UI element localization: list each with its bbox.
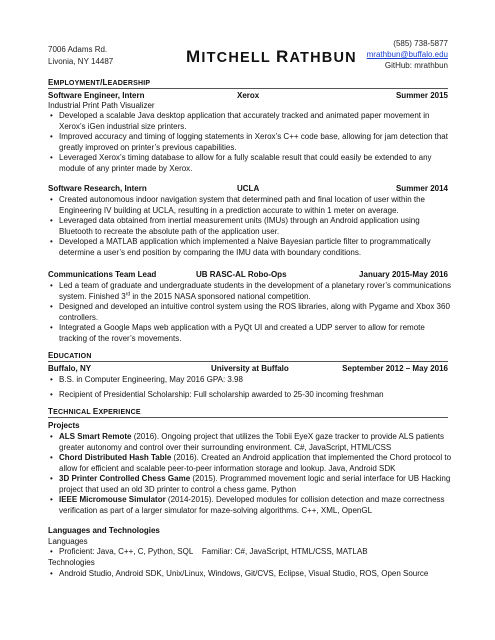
projects-label: Projects (48, 421, 80, 430)
education-header (48, 364, 448, 375)
projects-list (48, 432, 453, 516)
technologies-list (48, 569, 453, 580)
job-role: Software Research, Intern (48, 184, 147, 193)
education-section-title: EDUCATION (48, 351, 448, 362)
contact-info (367, 38, 448, 71)
job-xerox-bullets (48, 111, 453, 174)
languages-list (48, 547, 453, 558)
languages-label: Languages (48, 537, 88, 546)
education-bullets (48, 375, 453, 400)
resume-header (48, 38, 448, 78)
list-item: • ALS Smart Remote (2016). Ongoing project that utilizes the Tobii EyeX gaze tracker to provide ALS patients greater autonomy and control over their surrounding environment. C#, JavaScript, HTML/CSS (50, 432, 444, 452)
job-role: Software Engineer, Intern (48, 91, 145, 100)
job-roboops-header (48, 270, 448, 281)
education-date: September 2012 – May 2016 (342, 364, 448, 373)
list-item: • Developed a MATLAB application which implemented a Naive Bayesian particle filter to programmatically determine a user’s end position by comparing the IMU data with boundary conditions. (50, 237, 431, 257)
list-item: • IEEE Micromouse Simulator (2014-2015). Developed modules for collision detection and maze correctness verification as part of a larger simulator for maze-solving algorithms. C++, XML, OpenGL (50, 495, 445, 515)
job-org: UB RASC-AL Robo-Ops (196, 270, 287, 279)
list-item: • Designed and developed an intuitive control system using the ROS libraries, along with Pygame and Xbox 360 controllers. (50, 302, 450, 322)
address (48, 44, 113, 68)
job-roboops-bullets (48, 281, 453, 344)
email-link[interactable]: mrathbun@buffalo.edu (366, 50, 448, 59)
job-date: Summer 2014 (395, 184, 448, 193)
technical-section-title: TECHNICAL EXPERIENCE (48, 407, 448, 418)
address-line-1: 7006 Adams Rd. (48, 45, 108, 54)
school-name: University at Buffalo (211, 364, 289, 373)
education-location: Buffalo, NY (48, 364, 92, 373)
list-item: • Android Studio, Android SDK, Unix/Linux, Windows, Git/CVS, Eclipse, Visual Studio, ROS, Open Source (50, 569, 429, 578)
languages-technologies-label: Languages and Technologies (48, 526, 160, 535)
list-item: • 3D Printer Controlled Chess Game (2015). Programmed movement logic and serial interface for UB Hacking project that used an old 3D printer to control a chess game. Python (50, 474, 451, 494)
list-item: • Recipient of Presidential Scholarship: Full scholarship awarded to 25-30 incoming freshman (50, 389, 384, 399)
address-line-2: Livonia, NY 14487 (48, 57, 114, 66)
list-item: • Improved accuracy and timing of logging statements in Xerox’s C++ code base, allowing for jam detection that greatly improved on printer’s previous capabilities. (50, 132, 448, 152)
github-handle: GitHub: mrathbun (384, 61, 448, 70)
list-item: • Led a team of graduate and undergraduate students in the development of a planetary rover’s communications system. Finished 3rd in the 2015 NASA sponsored national competition. (50, 281, 451, 301)
job-subtitle: Industrial Print Path Visualizer (48, 101, 155, 110)
job-ucla-bullets (48, 195, 453, 258)
job-date: Summer 2015 (395, 91, 448, 100)
job-date: January 2015-May 2016 (359, 270, 448, 279)
list-item: • Proficient: Java, C++, C, Python, SQL Familiar: C#, JavaScript, HTML/CSS, MATLAB (50, 547, 368, 556)
job-org: UCLA (237, 184, 260, 193)
employment-section-title: EMPLOYMENT/LEADERSHIP (48, 78, 448, 89)
job-role: Communications Team Lead (48, 270, 157, 279)
technologies-label: Technologies (48, 558, 95, 567)
phone-number: (585) 738-5877 (393, 39, 448, 48)
list-item: • Leveraged data obtained from inertial measurement units (IMUs) through an Android application using Bluetooth to recreate the absolute path of the application user. (50, 216, 420, 236)
job-org: Xerox (237, 91, 260, 100)
list-item: • Chord Distributed Hash Table (2016). Created an Android application that implemented the Chord protocol to allow for efficient and scalable peer-to-peer information storage and lookup. Java, Android SDK (50, 453, 452, 473)
job-ucla-header (48, 184, 448, 195)
list-item: • B.S. in Computer Engineering, May 2016 GPA: 3.98 (50, 375, 243, 384)
candidate-name: MITCHELL RATHBUN (186, 47, 357, 66)
list-item: • Leveraged Xerox’s timing database to allow for a fully scalable result that could easily be extended to any module of any printer made by Xerox. (50, 153, 432, 173)
list-item: • Integrated a Google Maps web application with a PyQt UI and created a UDP server to allow for remote tracking of the rover’s movements. (50, 323, 425, 343)
list-item: • Developed a scalable Java desktop application that accurately tracked and animated paper movement in Xerox’s iGen industrial size printers. (50, 111, 430, 131)
list-item: • Created autonomous indoor navigation system that determined path and final location of user within the Engineering IV building at UCLA, resulting in a prediction accurate to within 1 meter on average. (50, 195, 425, 215)
